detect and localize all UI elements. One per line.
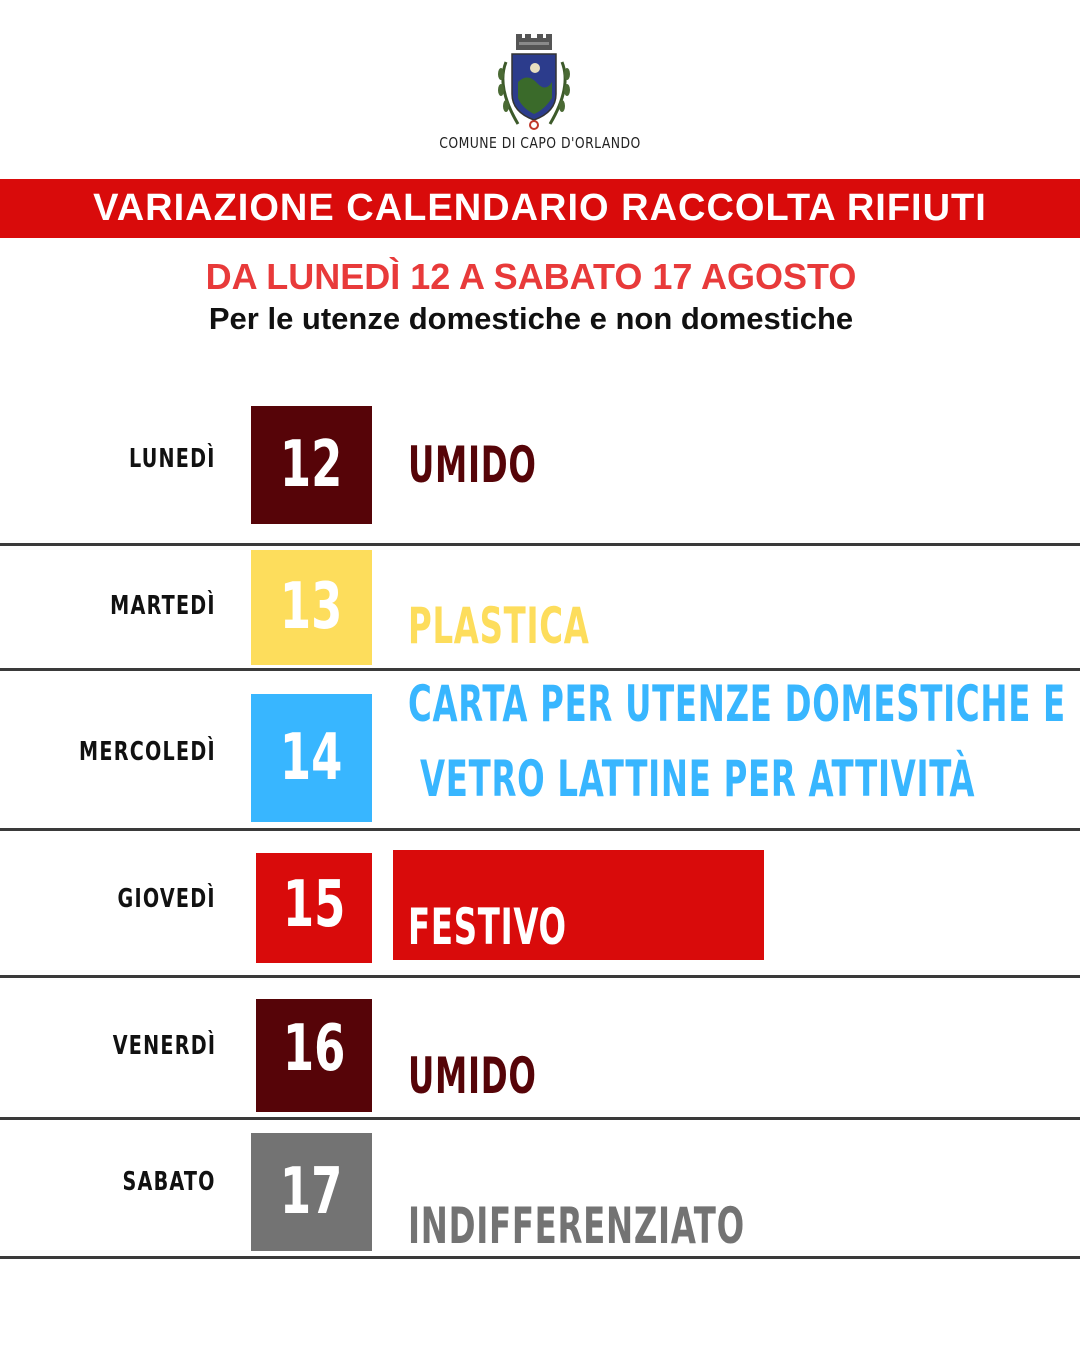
date-number: 14 <box>280 721 343 795</box>
waste-type-vetro-line2: VETRO LATTINE PER ATTIVITÀ <box>420 750 976 808</box>
date-range: DA LUNEDÌ 12 A SABATO 17 AGOSTO <box>205 256 857 297</box>
day-label-wednesday: MERCOLEDÌ <box>79 737 216 767</box>
day-label-friday: VENERDÌ <box>112 1031 216 1061</box>
row-divider <box>0 1117 1080 1120</box>
municipality-name: COMUNE DI CAPO D'ORLANDO <box>439 134 641 152</box>
waste-type-plastica: PLASTICA <box>408 597 590 655</box>
row-divider <box>0 828 1080 831</box>
waste-type-indifferenziato: INDIFFERENZIATO <box>408 1197 745 1255</box>
date-box-14 <box>251 694 372 822</box>
date-number: 15 <box>282 868 346 942</box>
date-number: 13 <box>280 570 343 644</box>
day-label-tuesday: MARTEDÌ <box>110 591 216 621</box>
day-label-saturday: SABATO <box>122 1167 216 1197</box>
title-banner: VARIAZIONE CALENDARIO RACCOLTA RIFIUTI <box>0 179 1080 238</box>
row-divider <box>0 543 1080 546</box>
date-number: 17 <box>280 1155 343 1229</box>
waste-type-carta-line1: CARTA PER UTENZE DOMESTICHE E <box>408 675 1066 733</box>
date-box-12 <box>251 406 372 524</box>
date-number: 12 <box>280 428 343 502</box>
date-number: 16 <box>282 1012 346 1086</box>
row-divider <box>0 975 1080 978</box>
date-box-13 <box>251 550 372 665</box>
date-box-15 <box>256 853 372 963</box>
day-label-monday: LUNEDÌ <box>129 444 216 474</box>
date-box-17 <box>251 1133 372 1251</box>
waste-type-festivo: FESTIVO <box>408 898 567 956</box>
date-box-16 <box>256 999 372 1112</box>
waste-type-umido: UMIDO <box>408 1047 537 1105</box>
waste-type-umido: UMIDO <box>408 436 537 494</box>
day-label-thursday: GIOVEDÌ <box>117 884 216 914</box>
coat-of-arms-logo <box>488 32 580 132</box>
row-divider <box>0 1256 1080 1259</box>
row-divider <box>0 668 1080 671</box>
subtitle: Per le utenze domestiche e non domestiche <box>208 301 854 336</box>
